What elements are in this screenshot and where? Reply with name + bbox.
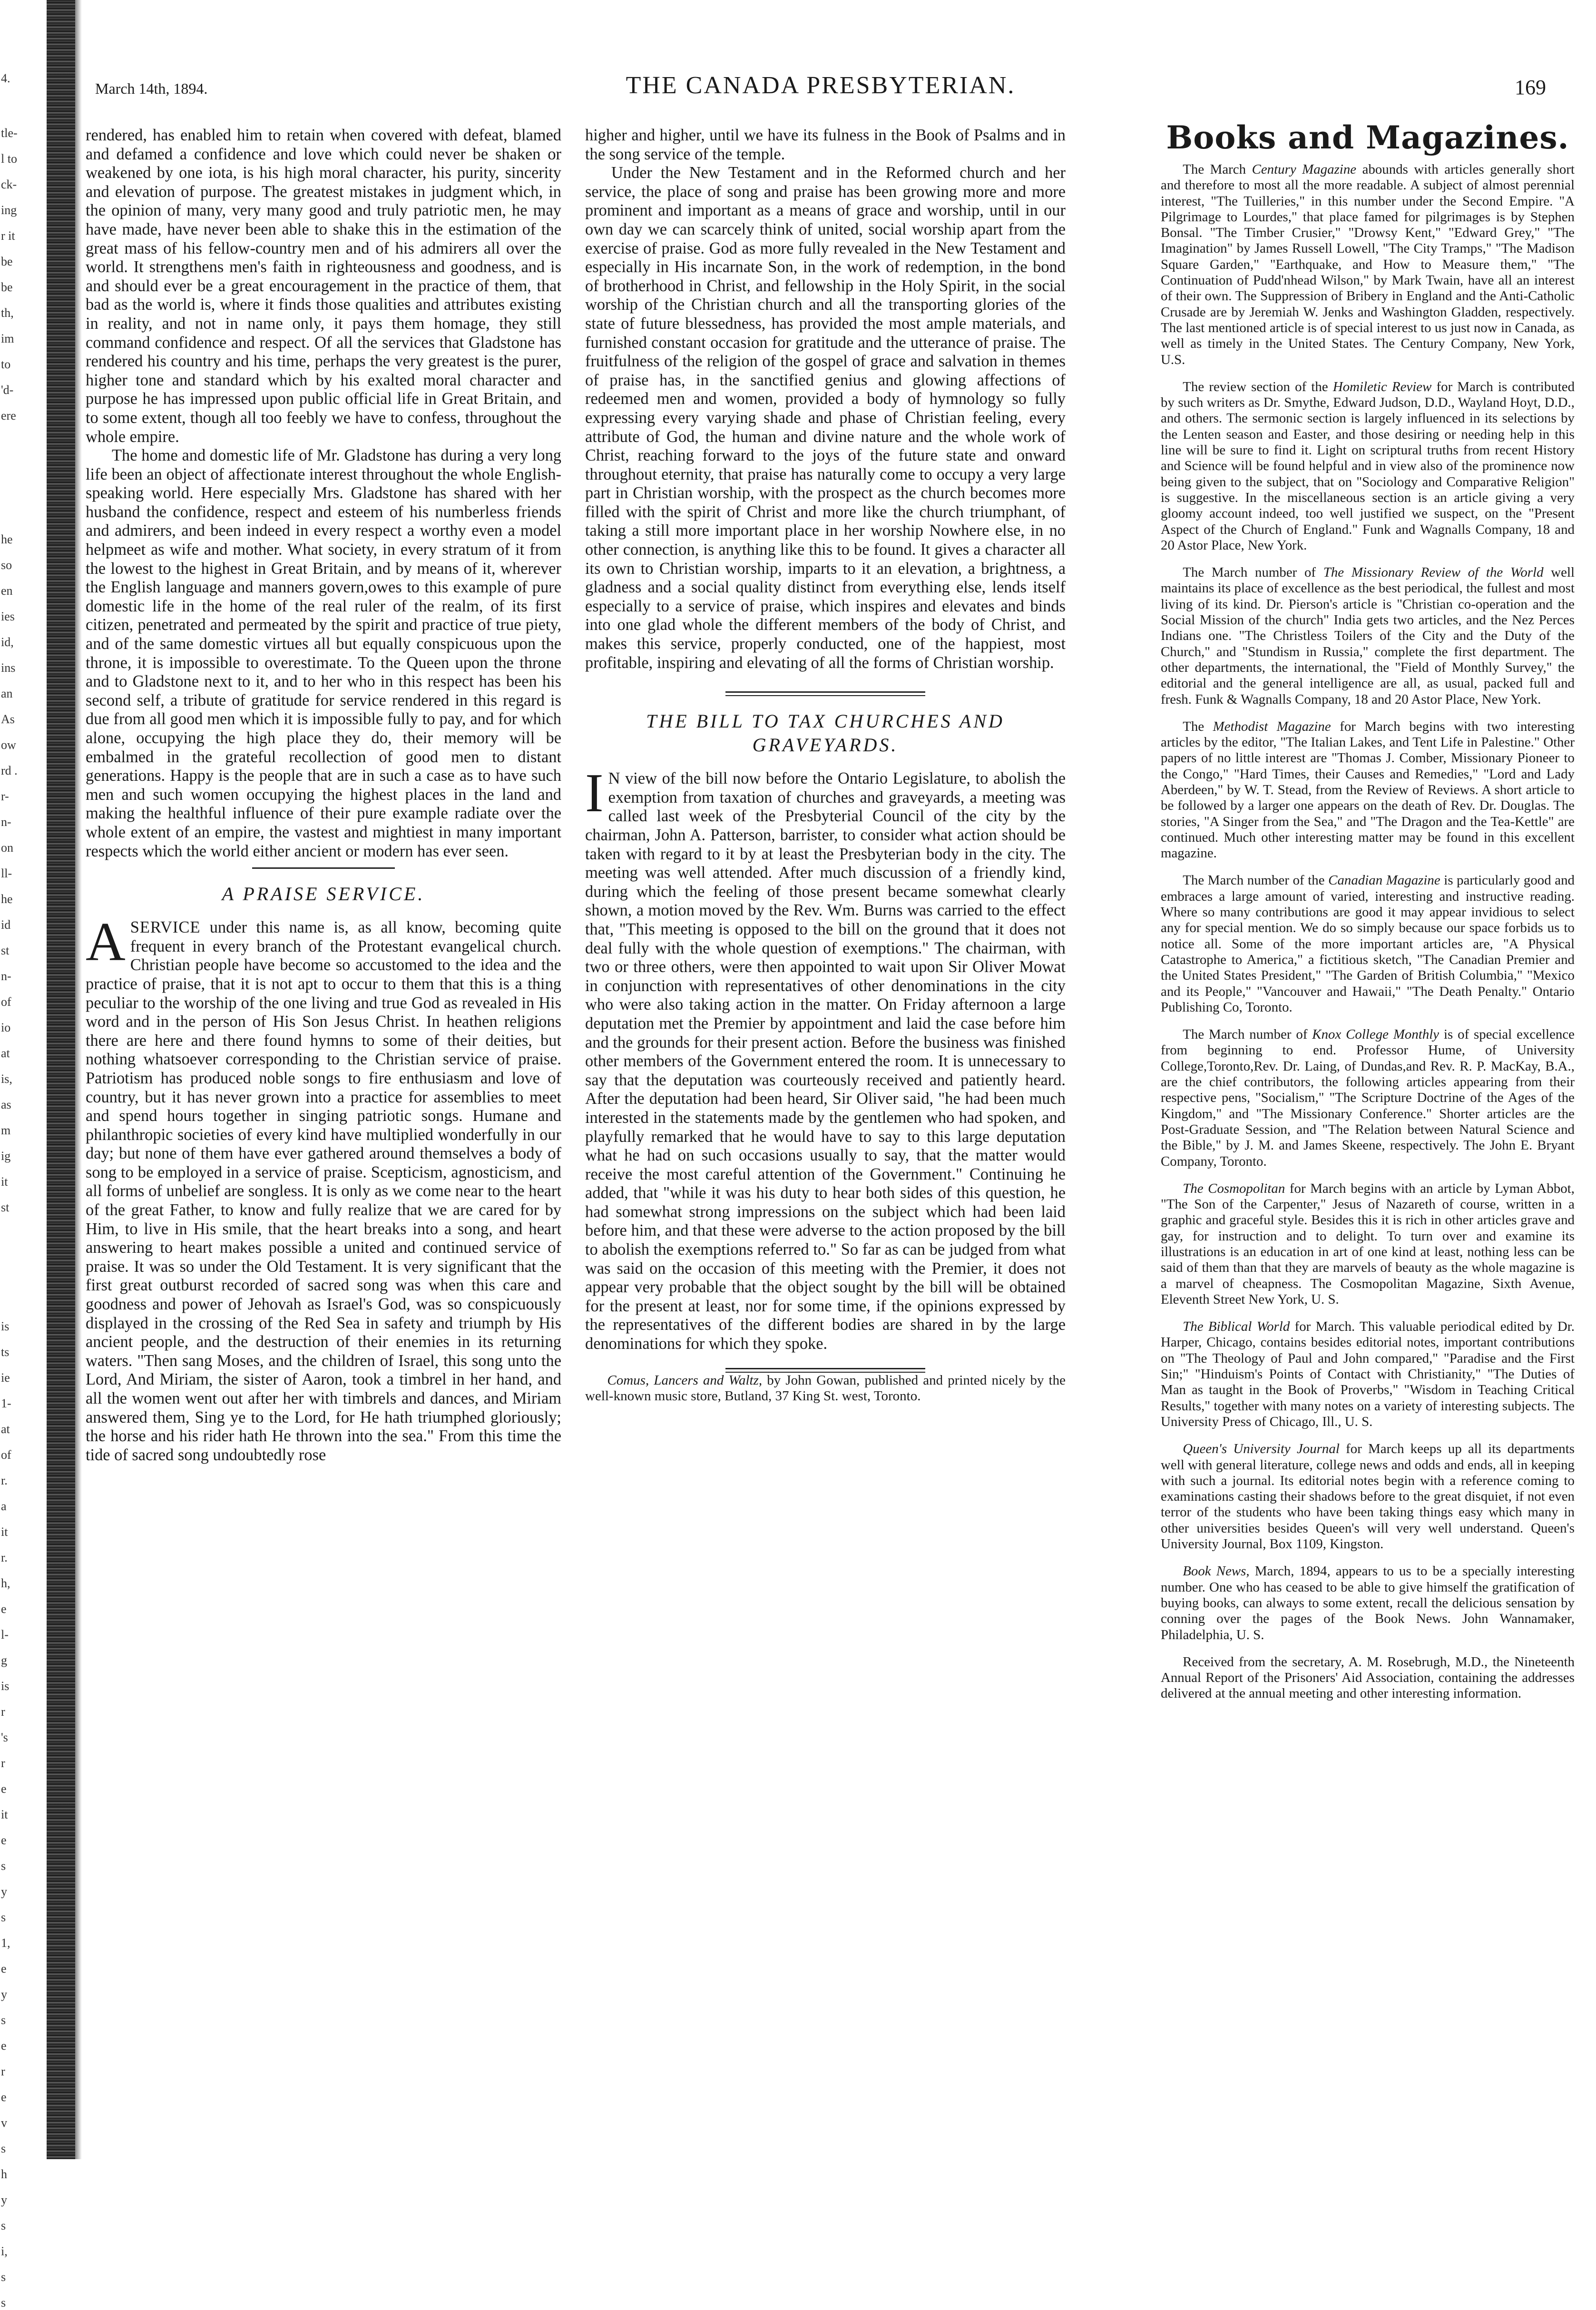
section-rule: [252, 867, 395, 869]
margin-fragment: ie: [1, 1371, 10, 1385]
section-title-praise-service: A PRAISE SERVICE.: [222, 883, 425, 905]
margin-fragment: s: [1, 2219, 6, 2232]
margin-fragment: r: [1, 1756, 5, 1770]
praise-continued-paragraph: higher and higher, until we have its fulness in the Book of Psalms and in the song service of the temple.: [585, 126, 1066, 163]
margin-fragment: ts: [1, 1345, 10, 1359]
review-text: Received from the secretary, A. M. Rosebrugh, M.D., the Nineteenth Annual Report of the Prisoners' Aid Association, containing the addresses delivered at the annual meeting and other interesting information.: [1161, 1654, 1575, 1701]
margin-fragment: ck-: [1, 177, 17, 191]
review-lead: The March number of the: [1183, 873, 1329, 888]
margin-fragment: s: [1, 2296, 6, 2310]
margin-fragment: tle-: [1, 126, 18, 140]
margin-fragment: s: [1, 2270, 6, 2284]
margin-fragment: it: [1, 1808, 8, 1821]
adjacent-page-margin: [0, 0, 23, 2310]
review-lead: The March number of: [1183, 565, 1323, 580]
music-notice: [585, 1373, 1066, 1404]
margin-fragment: r-: [1, 789, 9, 803]
section-title-line-1: THE BILL TO TAX CHURCHES AND: [646, 710, 1005, 732]
margin-fragment: e: [1, 2090, 7, 2104]
margin-fragment: n-: [1, 969, 11, 983]
margin-fragment: ing: [1, 203, 17, 217]
review-item: [1161, 719, 1575, 862]
margin-fragment: g: [1, 1653, 7, 1667]
review-text: for March begins with two interesting articles by the editor, "The Italian Lakes, and Tent Life in Palestine." Other papers of no little interest are "Thomas J. Comber, Missionary Pioneer to the Congo," "Hard Times, their Causes and Remedies," "Lord and Lady Aberdeen," by W. T. Stead, from the Review of Reviews. A short article to be followed by a larger one appears on the death of Rev. Dr. Douglas. The stories, "A Singer from the Sea," and "The Dragon and the Tea-Kettle" are continued. Much other interesting matter may be found in this excellent magazine.: [1161, 718, 1575, 861]
margin-fragment: As: [1, 712, 15, 726]
margin-fragment: on: [1, 841, 13, 855]
lead-smallcaps: SERVICE: [130, 918, 201, 937]
review-text: for March. This valuable periodical edited by Dr. Harper, Chicago, contains besides editorial notes, important contributions on "The Theology of Paul and John compared," "Paradise and the First Sin;" "Hinduism's Points of Contact with Christianity," "The Duties of Man as taught in the Book of Proverbs," "Wisdom in Teaching Critical Results," together with many notes on a variety of interesting subjects. The University Press of Chicago, Ill., U. S.: [1161, 1319, 1575, 1429]
music-notice-text: by John Gowan, published and printed nicely by the well-known music store, Butland, 37 King St. west, Toronto.: [585, 1372, 1066, 1404]
column-3: [1161, 162, 1575, 1713]
gladstone-paragraph-2: The home and domestic life of Mr. Gladstone has during a very long life been an object of affectionate interest throughout the whole English-speaking world. Here especially Mrs. Gladstone has shared with her husband the confidence, respect and esteem of his numberless friends and admirers, and been indeed in every respect a worthy even a model helpmeet as wife and mother. What society, in every stratum of it from the lowest to the highest in Great Britain, and by means of it, wherever the English language and manners govern,owes to this example of pure domestic life in the home of the real ruler of the realm, of its first citizen, penetrated and permeated by the spirit and practice of true piety, and of the same domestic virtues all but equally conspicuous upon the throne, it is impossible to overestimate. To the Queen upon the throne and to Gladstone next to it, and to her who in this respect has been his second self, a tribute of gratitude for service rendered in this regard is due from all good men which it is impossible fully to pay, and for which alone, occupying the high place they do, their memory will be embalmed in the grateful recollection of good men to distant generations. Happy is the people that are in such a case as to have such men and such women occupying the highest places in the land and making the healthful influence of their pure example radiate over the whole extent of an empire, the vastest and mightiest in many important respects which the world either ancient or modern has ever seen.: [86, 446, 561, 860]
margin-fragment: be: [1, 280, 13, 294]
margin-fragment: so: [1, 558, 12, 572]
newspaper-title: THE CANADA PRESBYTERIAN.: [626, 72, 1016, 99]
margin-fragment: e: [1, 1602, 7, 1616]
margin-fragment: en: [1, 584, 13, 598]
books-and-magazines-heading: Books and Magazines.: [1166, 119, 1569, 156]
drop-cap-a: A: [86, 912, 126, 973]
margin-fragment: m: [1, 1123, 11, 1137]
margin-fragment: it: [1, 1525, 8, 1539]
review-text: is particularly good and embraces a large amount of varied, interesting and instructive reading. Where so many contributions are good it may appear invidious to select any for special mention. We do so simply because our space forbids us to notice all. Some of the more important articles are, "A Physical Catastrophe to America," a fictitious sketch, "The Canadian Premier and the United States President," "The Garden of British Columbia," "Mexico and its People," "Vancouver and Hawaii," "The Death Penalty." Ontario Publishing Co, Toronto.: [1161, 873, 1575, 1015]
section-title-line-2: GRAVEYARDS.: [752, 734, 899, 756]
publication-title: Century Magazine: [1252, 162, 1357, 177]
music-title: Comus, Lancers and Waltz,: [607, 1372, 763, 1388]
review-text: well maintains its place of excellence as the best periodical, the fullest and most living of its kind. Dr. Pierson's article is "Christian co-operation and the Social Mission of the church" India gets two articles, and the Nez Perces Indians one. "The Christless Toilers of the City and the Duty of the Church," and "Stundism in Russia," complete the first department. The other departments, the international, the "Field of Monthly Survey," the editorial and the general intelligence are all, as usual, packed full and fresh. Funk & Wagnalls Company, 18 and 20 Astor Place, New York.: [1161, 565, 1575, 707]
margin-fragment: 1,: [1, 1936, 10, 1950]
margin-fragment: 4.: [1, 71, 10, 85]
margin-fragment: st: [1, 944, 10, 957]
section-double-rule: [725, 691, 925, 696]
margin-fragment: ies: [1, 609, 15, 623]
footnote-double-rule: [725, 1368, 925, 1373]
margin-fragment: r: [1, 2064, 5, 2078]
bill-paragraph: [585, 763, 1066, 1353]
margin-fragment: e: [1, 2039, 7, 2053]
margin-fragment: he: [1, 892, 13, 906]
margin-fragment: id: [1, 918, 11, 932]
review-text: is of special excellence from beginning to end. Professor Hume, of University College,Toronto,Rev. Dr. Laing, of Dundas,and Rev. R. P. MacKay, B.A., are the chief contributors, the following articles appearing from their respective pens, "Socialism," "The Scripture Doctrine of the Ages of the Kingdom," and "The Missionary Conference." Shorter articles are the Post-Graduate Session, and "The Relation between Natural Science and the Bible," by J. M. and James Skeene, respectively. The John E. Bryant Company, Toronto.: [1161, 1027, 1575, 1169]
publication-title: Knox College Monthly: [1312, 1027, 1439, 1042]
margin-fragment: e: [1, 1962, 7, 1976]
margin-fragment: 's: [1, 1730, 8, 1744]
publication-title: Methodist Magazine: [1213, 718, 1331, 734]
review-item: [1161, 379, 1575, 553]
issue-date: March 14th, 1894.: [95, 80, 208, 97]
section-title-bill: [585, 709, 1066, 757]
margin-fragment: y: [1, 1885, 7, 1898]
margin-fragment: e: [1, 1833, 7, 1847]
margin-fragment: r.: [1, 1474, 8, 1487]
review-item: [1161, 162, 1575, 368]
margin-fragment: r.: [1, 1551, 8, 1564]
review-lead: The review section of the: [1183, 379, 1333, 394]
bill-text: N view of the bill now before the Ontario Legislature, to abolish the exemption from taxation of churches and graveyards, a meeting was called last week of the Presbyterial Council of the city by the chairman, John A. Patterson, barrister, to consider what action should be taken with regard to it by at least the Presbyterian body in the city. The meeting was well attended. After much discussion of a friendly kind, during which the feeling of those present became somewhat clearly shown, a motion moved by the Rev. Wm. Burns was carried to the effect that, "This meeting is opposed to the bill on the ground that it does not deal fully with the whole question of exemptions." The chairman, with two or three others, were then appointed to wait upon Sir Oliver Mowat in conjunction with representatives of other denominations in the city who were also taking action in the matter. On Friday afternoon a large deputation met the Premier by appointment and laid the case before him and the grounds for their present action. Before the business was finished other members of the Government entered the room. It is unnecessary to say that the deputation was courteously received and patiently heard. After the deputation had been heard, Sir Oliver said, "he had been much interested in the statements made by the gentlemen who had spoken, and playfully remarked that he would have to say to this large deputation what he had on such occasions usually to say, that the matter would receive the most careful attention of the Government." Continuing he added, that "while it was his duty to hear both sides of this question, he had somewhat strong impressions on the subject which had been laid before him, and that these were adverse to the action proposed by the bill to abolish the exemptions referred to." So far as can be judged from what was said on the occasion of this meeting with the Premier, it does not appear very probable that the object sought by the bill will be obtained for the present at least, nor for some time, if the opinions expressed by the representatives of the different bodies are shared in by the large denominations for which they spoke.: [585, 769, 1066, 1353]
margin-fragment: th,: [1, 306, 14, 320]
review-item: [1161, 1441, 1575, 1552]
margin-fragment: io: [1, 1021, 11, 1034]
review-text: abounds with articles generally short and therefore to most all the more readable. A subject of almost perennial interest, "The Tuilleries," in this number under the Second Empire. "A Pilgrimage to Lourdes," that place famed for pilgrimages is by Stephen Bonsal. "The Timber Crusier," "Drowsy Kent," "Edward Grey," "The Imagination" by James Russell Lowell, "The City Tramps," "The Madison Square Garden," "Earthquake, and How to Measure them," "The Continuation of Pudd'nhead Wilson," by Mark Twain, have all an interest of their own. The Suppression of Bribery in England and the Anti-Catholic Crusade are by Jeremiah W. Jenks and Washington Gladden, respectively. The last mentioned article is of special interest to us just now in Canada, as well as timely in the United States. The Century Company, New York, U.S.: [1161, 162, 1575, 367]
review-item: [1161, 1319, 1575, 1430]
margin-fragment: ere: [1, 409, 16, 423]
margin-fragment: a: [1, 1499, 7, 1513]
margin-fragment: he: [1, 532, 13, 546]
margin-fragment: i,: [1, 2244, 8, 2258]
margin-fragment: is: [1, 1319, 10, 1333]
gladstone-paragraph-1: rendered, has enabled him to retain when covered with defeat, blamed and defamed a confidence and love which could never be shaken or weakened by one iota, is his high moral character, his purity, sincerity and elevation of purpose. The greatest mistakes in judgment which, in the opinion of many, very many good and truly patriotic men, he may have made, have never been able to shake this in the estimation of the great mass of his fellow-country men and of his admirers all over the world. It strengthens men's faith in righteousness and goodness, and is and should ever be a great encouragement in the practice of them, that bad as the world is, where it finds those qualities and attributes existing in reality, and not in name only, it pays them homage, they still command confidence and respect. Of all the services that Gladstone has rendered his country and his time, perhaps the very greatest is the purer, higher tone and standard which by his exalted moral character and purpose he has impressed upon public official life in Great Britain, and to some extent, though all too feebly we have to confess, throughout the whole empire.: [86, 126, 561, 446]
margin-fragment: n-: [1, 815, 11, 829]
page-number: 169: [1515, 76, 1546, 99]
column-2: [585, 126, 1066, 1404]
margin-fragment: be: [1, 255, 13, 268]
margin-fragment: of: [1, 995, 11, 1009]
margin-fragment: ow: [1, 738, 16, 752]
binding-fold: [47, 0, 75, 2159]
margin-fragment: h: [1, 2167, 7, 2181]
review-text: for March keeps up all its departments well with general literature, college news and odds and ends, all in keeping with such a journal. Its editorial notes begin with a reference coming to examinations casting their shadows before to the great disquiet, if not even terror of the students who have been taking things easy which many in other universities besides Queen's will very well understand. Queen's University Journal, Box 1109, Kingston.: [1161, 1441, 1575, 1552]
publication-title: Canadian Magazine: [1328, 873, 1440, 888]
publication-title: The Cosmopolitan: [1183, 1180, 1285, 1196]
margin-fragment: 1-: [1, 1396, 11, 1410]
page-header: [95, 71, 1546, 105]
margin-fragment: s: [1, 2142, 6, 2155]
margin-fragment: of: [1, 1448, 11, 1462]
margin-fragment: id,: [1, 635, 14, 649]
margin-fragment: r: [1, 1705, 5, 1719]
margin-fragment: s: [1, 1910, 6, 1924]
review-item: [1161, 1563, 1575, 1642]
margin-fragment: l-: [1, 1628, 9, 1642]
column-1: [86, 126, 561, 1465]
margin-fragment: l to: [1, 152, 17, 166]
margin-fragment: im: [1, 332, 14, 345]
margin-fragment: ig: [1, 1149, 11, 1163]
margin-fragment: it: [1, 1175, 8, 1189]
margin-fragment: an: [1, 687, 13, 700]
publication-title: The Missionary Review of the World: [1323, 565, 1544, 580]
margin-fragment: s: [1, 2013, 6, 2027]
review-lead: The March: [1183, 162, 1252, 177]
publication-title: Queen's University Journal: [1183, 1441, 1340, 1457]
review-lead: The March number of: [1183, 1027, 1312, 1042]
margin-fragment: y: [1, 1987, 7, 2001]
review-item: [1161, 565, 1575, 708]
margin-fragment: 'd-: [1, 383, 14, 397]
review-text: March, 1894, appears to us to be a specially interesting number. One who has ceased to be able to give himself the gratification of buying books, can always to some extent, recall the delicious sensation by conning over the pages of the Book News. John Wannamaker, Philadelphia, U. S.: [1161, 1563, 1575, 1642]
review-item: [1161, 1654, 1575, 1702]
praise-service-paragraph: [86, 912, 561, 1465]
drop-cap-i: I: [585, 763, 604, 824]
margin-fragment: to: [1, 357, 11, 371]
margin-fragment: s: [1, 1859, 6, 1873]
publication-title: Homiletic Review: [1332, 379, 1432, 394]
review-lead: The: [1183, 718, 1213, 734]
margin-fragment: ins: [1, 661, 16, 675]
margin-fragment: h,: [1, 1576, 10, 1590]
margin-fragment: y: [1, 2193, 7, 2207]
margin-fragment: e: [1, 1782, 7, 1796]
margin-fragment: ll-: [1, 866, 12, 880]
review-item: [1161, 873, 1575, 1015]
publication-title: The Biblical World: [1183, 1319, 1290, 1335]
margin-fragment: at: [1, 1422, 10, 1436]
review-text: for March begins with an article by Lyman Abbot, "The Son of the Carpenter," Jesus of Nazareth of course, written in a graphic and graceful style. Besides this it is rich in other articles grave and gay, for instruction and to delight. To turn over and examine its illustrations is an education in art of one kind at least, nothing less can be said of them than that they are marvels of beauty as the whole magazine is a marvel of cheapness. The Cosmopolitan Magazine, Sixth Avenue, Eleventh Street New York, U. S.: [1161, 1180, 1575, 1307]
review-item: [1161, 1181, 1575, 1307]
new-testament-paragraph: Under the New Testament and in the Reformed church and her service, the place of song and praise has been growing more and more prominent and important as a means of grace and worship, until in our own day we can scarcely think of united, social worship apart from the exercise of praise. God as more fully revealed in the New Testament and especially in His incarnate Son, in the work of redemption, in the bond of brotherhood in Christ, and fellowship in the Holy Spirit, in the social worship of the Christian church and all the transporting glories of the state of future blessedness, has provided the most ample materials, and furnished constant occasion for gratitude and the utterance of praise. The fruitfulness of the religion of the gospel of grace and salvation in themes of praise has, in the sanctified genius and glowing affections of redeemed men and women, provided a body of hymnology so fully expressing every varying shade and phase of Christian feeling, every attribute of God, the human and divine nature and the whole work of Christ, reaching forward to the joys of the future state and onward throughout eternity, that praise has naturally come to occupy a very large part in Christian worship, with the prospect as the church becomes more filled with the spirit of Christ and more like the church triumphant, of taking a still more important place in her worship Nowhere else, in no other connection, is anything like this to be found. It gives a character all its own to Christian worship, imparts to it an elevation, a brightness, a gladness and a social quality distinct from everything else, lends itself especially to a service of praise, which inspires and elevates and binds into one glad whole the different members of the body of Christ, and makes this service, properly conducted, one of the happiest, most profitable, inspiring and elevating of all the forms of Christian worship.: [585, 164, 1066, 672]
publication-title: Book News,: [1183, 1563, 1250, 1579]
praise-service-text: under this name is, as all know, becoming quite frequent in every branch of the Protestant evangelical church. Christian people have become so accustomed to the idea and the practice of praise, that it is not apt to occur to them that this is a thing peculiar to the worship of the one living and true God as revealed in His word and in the person of His Son Jesus Christ. In heathen religions there are here and there found hymns to some of their deities, but nothing whatsoever corresponding to the Christian service of praise. Patriotism has produced noble songs to fire enthusiasm and love of country, but it has never grown into a practice for assemblies to meet and spend hours together in singing patriotic songs. Humane and philanthropic societies of every kind have multiplied wonderfully in our day; but none of them have ever gathered around themselves a body of song to be employed in a service of praise. Scepticism, agnosticism, and all forms of unbelief are songless. It is only as we come near to the heart of the great Father, to know and fully realize that we are cared for by Him, to live in His smile, that the heart breaks into a song, and heart answering to heart makes possible a united and continued service of praise. It was so under the Old Testament. It is very significant that the first great outburst recorded of sacred song was when this care and goodness and power of Jehovah as Israel's God, was so conspicuously displayed in the crossing of the Red Sea in safety and triumph by His ancient people, and the destruction of their enemies in its returning waters. "Then sang Moses, and the children of Israel, this song unto the Lord, And Miriam, the sister of Aaron, took a timbrel in her hand, and all the women went out after her with timbrels and dances, and Miriam answered them, Sing ye to the Lord, for He hath triumphed gloriously; the horse and his rider hath He thrown into the sea." From this time the tide of sacred song undoubtedly rose: [86, 918, 561, 1464]
margin-fragment: v: [1, 2116, 7, 2130]
review-text: for March is contributed by such writers as Dr. Smythe, Edward Judson, D.D., Wayland Hoyt, D.D., and others. The sermonic section is largely influenced in its selections by the Lenten season and Easter, and those desiring or needing help in this line will be sure to find it. Light on scriptural truths from recent History and Science will be found helpful and in view also of the prominence now being given to the subject, that on "Sociology and Comparative Religion" is suggestive. In the miscellaneous section is an article giving a very gloomy account indeed, too well justified we suspect, on the "Present Aspect of the Church of England." Funk and Wagnalls Company, 18 and 20 Astor Place, New York.: [1161, 379, 1575, 553]
margin-fragment: is,: [1, 1072, 12, 1086]
margin-fragment: as: [1, 1098, 11, 1111]
margin-fragment: is: [1, 1679, 10, 1693]
margin-fragment: st: [1, 1200, 10, 1214]
review-item: [1161, 1027, 1575, 1170]
margin-fragment: rd .: [1, 764, 18, 777]
margin-fragment: at: [1, 1046, 10, 1060]
margin-fragment: r it: [1, 229, 15, 243]
